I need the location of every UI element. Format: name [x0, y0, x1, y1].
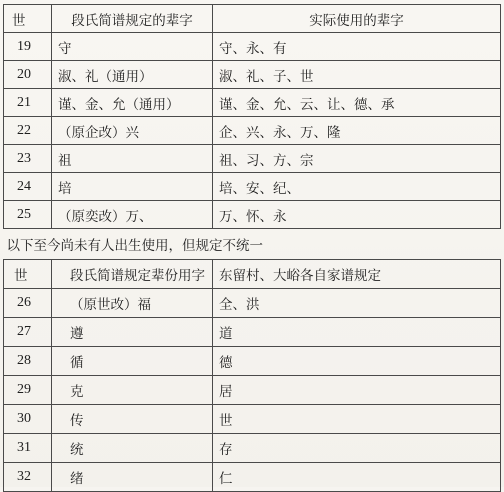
table-header-row: [4, 5, 501, 33]
generation-number: 26: [4, 289, 52, 318]
prescribed-characters: 祖: [52, 145, 213, 173]
generation-number: 30: [4, 405, 52, 434]
header-generation: 世: [4, 260, 52, 289]
table-row: [4, 173, 501, 201]
local-characters: 道: [213, 318, 501, 347]
header-local-genealogy-rules: 东留村、大峪各自家谱规定: [213, 260, 501, 289]
header-actual-characters: 实际使用的辈字: [213, 5, 501, 33]
table-header-row: [4, 260, 501, 289]
generation-number: 21: [4, 89, 52, 117]
table-row: [4, 289, 501, 318]
actual-characters: 培、安、纪、: [213, 173, 501, 201]
local-characters: 居: [213, 376, 501, 405]
prescribed-characters: 绪: [52, 463, 213, 492]
table-row: [4, 434, 501, 463]
table-row: [4, 89, 501, 117]
header-prescribed-characters: 段氏简谱规定辈份用字: [52, 260, 213, 289]
table-row: [4, 201, 501, 229]
actual-characters: 企、兴、永、万、隆: [213, 117, 501, 145]
generation-number: 31: [4, 434, 52, 463]
local-characters: 仁: [213, 463, 501, 492]
table-row: [4, 61, 501, 89]
actual-characters: 淑、礼、子、世: [213, 61, 501, 89]
generation-number: 24: [4, 173, 52, 201]
prescribed-characters: 克: [52, 376, 213, 405]
prescribed-characters: 淑、礼（通用）: [52, 61, 213, 89]
local-characters: 全、洪: [213, 289, 501, 318]
note-row: [4, 229, 501, 260]
prescribed-characters: 遵: [52, 318, 213, 347]
generation-number: 25: [4, 201, 52, 229]
prescribed-characters: 传: [52, 405, 213, 434]
table-row: [4, 463, 501, 492]
generation-number: 27: [4, 318, 52, 347]
generation-number: 32: [4, 463, 52, 492]
table-row: [4, 33, 501, 61]
prescribed-characters: （原奕改）万、: [52, 201, 213, 229]
prescribed-characters: 守: [52, 33, 213, 61]
table-row: [4, 376, 501, 405]
generation-number: 19: [4, 33, 52, 61]
table-row: [4, 405, 501, 434]
local-characters: 世: [213, 405, 501, 434]
prescribed-characters: 谨、金、允（通用）: [52, 89, 213, 117]
prescribed-characters: 统: [52, 434, 213, 463]
table-row: [4, 318, 501, 347]
table-row: [4, 117, 501, 145]
prescribed-characters: （原世改）福: [52, 289, 213, 318]
table-row: [4, 145, 501, 173]
local-characters: 德: [213, 347, 501, 376]
generation-number: 22: [4, 117, 52, 145]
actual-characters: 守、永、有: [213, 33, 501, 61]
actual-characters: 万、怀、永: [213, 201, 501, 229]
prescribed-characters: 培: [52, 173, 213, 201]
header-prescribed-characters: 段氏简谱规定的辈字: [52, 5, 213, 33]
actual-characters: 祖、习、方、宗: [213, 145, 501, 173]
generation-number: 29: [4, 376, 52, 405]
note-text: 以下至今尚未有人出生使用，但规定不统一: [4, 229, 501, 260]
prescribed-characters: 循: [52, 347, 213, 376]
generation-number: 28: [4, 347, 52, 376]
header-generation: 世: [4, 5, 52, 33]
actual-characters: 谨、金、允、云、让、德、承: [213, 89, 501, 117]
generation-characters-table: [3, 4, 501, 492]
local-characters: 存: [213, 434, 501, 463]
table-row: [4, 347, 501, 376]
generation-number: 20: [4, 61, 52, 89]
generation-number: 23: [4, 145, 52, 173]
prescribed-characters: （原企改）兴: [52, 117, 213, 145]
